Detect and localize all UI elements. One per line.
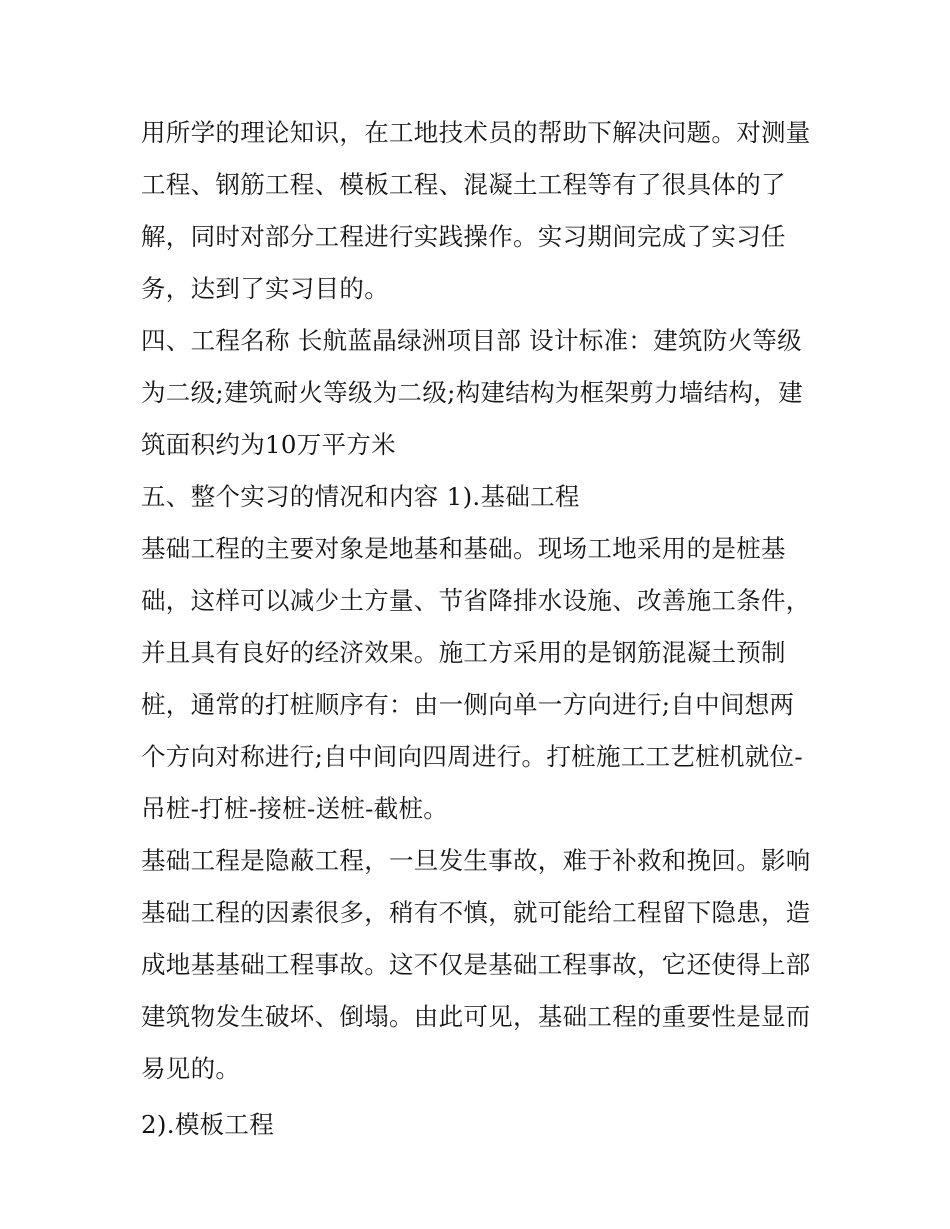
text-line: 四、工程名称 长航蓝晶绿洲项目部 设计标准：建筑防火等级	[141, 326, 802, 355]
text-line: 为二级;建筑耐火等级为二级;构建结构为框架剪力墙结构，建	[141, 378, 803, 407]
section-heading-formwork	[141, 1099, 821, 1151]
document-body	[141, 107, 821, 1151]
text-line: 务，达到了实习目的。	[141, 274, 389, 303]
text-line: 基础工程是隐蔽工程，一旦发生事故，难于补救和挽回。影响	[141, 846, 811, 875]
text-line: 解，同时对部分工程进行实践操作。实习期间完成了实习任	[141, 222, 786, 251]
text-line: 并且具有良好的经济效果。施工方采用的是钢筋混凝土预制	[141, 638, 786, 667]
text-line: 基础工程的因素很多，稍有不慎，就可能给工程留下隐患，造	[141, 898, 811, 927]
text-line: 工程、钢筋工程、模板工程、混凝土工程等有了很具体的了	[141, 170, 786, 199]
text-line: 筑面积约为10万平方米	[141, 430, 396, 459]
paragraph-foundation-importance	[141, 835, 821, 1095]
text-line: 建筑物发生破坏、倒塌。由此可见，基础工程的重要性是显而	[141, 1002, 811, 1031]
text-line: 个方向对称进行;自中间向四周进行。打桩施工工艺桩机就位-	[141, 742, 803, 771]
text-line: 基础工程的主要对象是地基和基础。现场工地采用的是桩基	[141, 534, 786, 563]
text-line: 易见的。	[141, 1054, 241, 1083]
text-line: 五、整个实习的情况和内容 1).基础工程	[141, 482, 580, 511]
paragraph-foundation-engineering	[141, 523, 821, 835]
text-line: 成地基基础工程事故。这不仅是基础工程事故，它还使得上部	[141, 950, 811, 979]
paragraph-practice-summary	[141, 107, 821, 315]
text-line: 吊桩-打桩-接桩-送桩-截桩。	[141, 794, 449, 823]
text-line: 桩，通常的打桩顺序有：由一侧向单一方向进行;自中间想两	[141, 690, 795, 719]
paragraph-project-info	[141, 315, 821, 471]
text-line: 用所学的理论知识，在工地技术员的帮助下解决问题。对测量	[141, 118, 811, 147]
section-heading-practice-content	[141, 471, 821, 523]
text-line: 2).模板工程	[141, 1110, 275, 1139]
text-line: 础，这样可以减少土方量、节省降排水设施、改善施工条件，	[141, 586, 811, 615]
